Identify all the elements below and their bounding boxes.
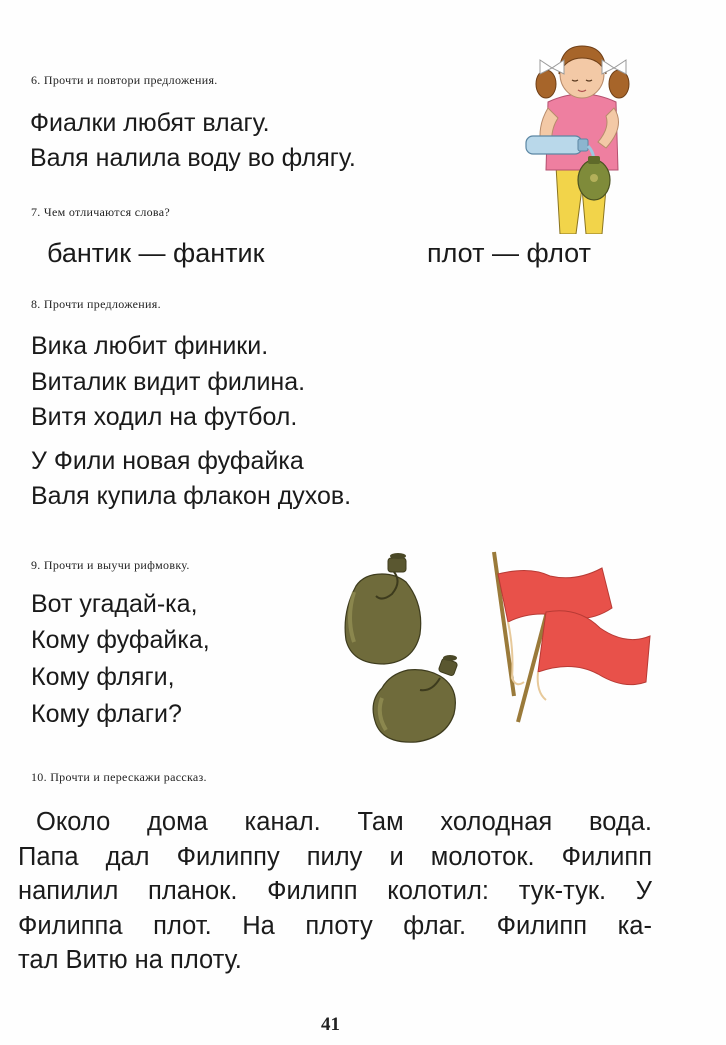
exercise-6-line-2: Валя налила воду во флягу. — [30, 144, 356, 172]
exercise-9-line-1: Вот угадай-ка, — [31, 590, 198, 618]
exercise-7-pair-1: бантик — фантик — [47, 238, 265, 268]
exercise-10-story-line-1: Около дома канал. Там холодная вода. — [36, 808, 652, 836]
exercise-10-story — [18, 805, 652, 978]
flags-illustration — [486, 550, 656, 726]
exercise-8-line-5: Валя купила флакон духов. — [31, 482, 352, 510]
girl-pouring-water-illustration — [522, 38, 642, 234]
flasks-illustration — [336, 552, 470, 748]
exercise-6-line-1: Фиалки любят влагу. — [30, 109, 270, 137]
exercise-8-line-3: Витя ходил на футбол. — [31, 403, 298, 431]
exercise-7-pair-2: плот — флот — [427, 238, 591, 268]
exercise-7-instruction: 7. Чем отличаются слова? — [31, 205, 170, 219]
exercise-10-story-line-5: тал Витю на плоту. — [18, 946, 242, 974]
page-number: 41 — [321, 1014, 340, 1035]
exercise-8-line-4: У Фили новая фуфайка — [31, 447, 304, 475]
exercise-10-story-line-3: напилил планок. Филипп колотил: тук-тук. У — [18, 877, 652, 905]
exercise-9-line-3: Кому фляги, — [31, 663, 175, 691]
exercise-6-instruction: 6. Прочти и повтори предложения. — [31, 73, 218, 87]
exercise-10-instruction: 10. Прочти и перескажи рассказ. — [31, 770, 207, 784]
exercise-10-story-line-2: Папа дал Филиппу пилу и молоток. Филипп — [18, 842, 652, 871]
exercise-9-line-2: Кому фуфайка, — [31, 626, 210, 654]
exercise-8-instruction: 8. Прочти предложения. — [31, 297, 161, 311]
exercise-8-line-2: Виталик видит филина. — [31, 368, 306, 396]
exercise-10-story-line-4: Филиппа плот. На плоту флаг. Филипп ка- — [18, 911, 652, 940]
exercise-9-line-4: Кому флаги? — [31, 700, 182, 728]
exercise-9-instruction: 9. Прочти и выучи рифмовку. — [31, 558, 190, 572]
exercise-8-line-1: Вика любит финики. — [31, 332, 269, 360]
